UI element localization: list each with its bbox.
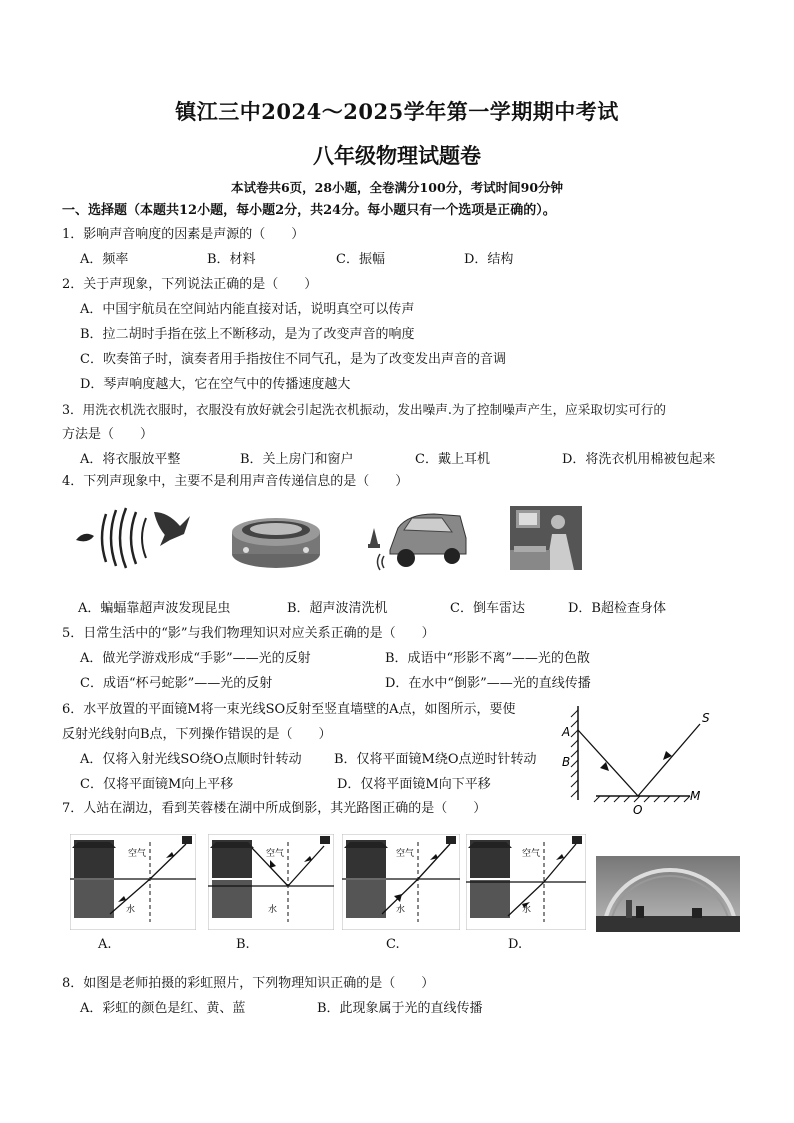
q3-option-a: A．将衣服放平整 [80, 452, 181, 467]
q7-option-d: D. [508, 937, 523, 952]
q5-option-a: A．做光学游戏形成“手影”——光的反射 [80, 651, 311, 666]
water-label-b: 水 [268, 905, 278, 915]
q6-stem-line2: 反射光线射向B点，下列操作错误的是（ ） [62, 727, 332, 742]
q3-option-d: D．将洗衣机用棉被包起来 [562, 452, 716, 467]
q7-option-b: B. [236, 937, 250, 952]
water-label-a: 水 [126, 905, 136, 915]
reverse-radar-figure [360, 500, 470, 574]
b-ultrasound-figure [510, 506, 582, 570]
label-b: B [562, 755, 571, 769]
water-label-c: 水 [396, 905, 406, 915]
q2-option-b: B．拉二胡时手指在弦上不断移动，是为了改变声音的响度 [80, 327, 415, 342]
q2-option-c: C．吹奏笛子时，演奏者用手指按住不同气孔，是为了改变发出声音的音调 [80, 352, 506, 367]
q5-option-c: C．成语“杯弓蛇影”——光的反射 [80, 676, 273, 691]
q6-stem-line1: 6．水平放置的平面镜M将一束光线SO反射至竖直墙壁的A点，如图所示，要使 [62, 702, 516, 717]
q8-stem: 8．如图是老师拍摄的彩虹照片，下列物理知识正确的是（ ） [62, 976, 435, 991]
q2-stem: 2．关于声现象，下列说法正确的是（ ） [62, 277, 318, 292]
q5-option-b: B．成语中“形影不离”——光的色散 [385, 651, 590, 666]
section-heading: 一、选择题（本题共12小题，每小题2分，共24分。每小题只有一个选项是正确的）。 [62, 203, 556, 218]
air-label-d: 空气 [522, 849, 541, 859]
q4-option-d: D．B超检查身体 [568, 601, 666, 616]
bat-figure [68, 502, 198, 574]
q6-option-a: A．仅将入射光线SO绕O点顺时针转动 [80, 752, 302, 767]
q3-stem-line1: 3．用洗衣机洗衣服时，衣服没有放好就会引起洗衣机振动，发出噪声.为了控制噪声产生，应采取切实可行的 [62, 402, 666, 417]
label-o: O [633, 803, 643, 817]
air-label-a: 空气 [128, 849, 147, 859]
air-label-b: 空气 [266, 849, 285, 859]
exam-title: 镇江三中2024～2025学年第一学期期中考试 [175, 99, 619, 124]
q7-diagram-c [342, 834, 460, 930]
q6-option-c: C．仅将平面镜M向上平移 [80, 777, 234, 792]
q8-option-b: B．此现象属于光的直线传播 [317, 1001, 483, 1016]
q7-option-a: A. [98, 937, 112, 952]
q4-option-c: C．倒车雷达 [450, 601, 525, 616]
q8-option-a: A．彩虹的颜色是红、黄、蓝 [80, 1001, 246, 1016]
exam-subtitle: 八年级物理试题卷 [313, 143, 481, 168]
q4-option-a: A．蝙蝠靠超声波发现昆虫 [78, 601, 231, 616]
q7-diagram-a [70, 834, 196, 930]
label-m: M [690, 789, 701, 803]
q2-option-a: A．中国宇航员在空间站内能直接对话，说明真空可以传声 [80, 302, 415, 317]
q3-stem-line2: 方法是（ ） [62, 427, 154, 442]
q4-stem: 4．下列声现象中，主要不是利用声音传递信息的是（ ） [62, 474, 409, 489]
mirror-reflection-figure [560, 700, 720, 818]
q5-stem: 5．日常生活中的“影”与我们物理知识对应关系正确的是（ ） [62, 626, 435, 641]
q2-option-d: D．琴声响度越大，它在空气中的传播速度越大 [80, 377, 351, 392]
q7-option-c: C. [386, 937, 400, 952]
label-s: S [702, 711, 710, 725]
q7-diagram-b [208, 834, 334, 930]
q6-option-d: D．仅将平面镜M向下平移 [337, 777, 491, 792]
q3-option-c: C．戴上耳机 [415, 452, 490, 467]
ultrasonic-cleaner-figure [226, 506, 326, 572]
q1-option-b: B．材料 [207, 252, 256, 267]
q5-option-d: D．在水中“倒影”——光的直线传播 [385, 676, 591, 691]
q6-option-b: B．仅将平面镜M绕O点逆时针转动 [334, 752, 537, 767]
q1-stem: 1．影响声音响度的因素是声源的（ ） [62, 227, 305, 242]
rainbow-photo [596, 856, 740, 932]
q4-option-b: B．超声波清洗机 [287, 601, 388, 616]
water-label-d: 水 [522, 905, 532, 915]
q7-stem: 7．人站在湖边，看到芙蓉楼在湖中所成倒影，其光路图正确的是（ ） [62, 801, 487, 816]
label-a: A [562, 725, 571, 739]
air-label-c: 空气 [396, 849, 415, 859]
exam-info: 本试卷共6页，28小题，全卷满分100分，考试时间90分钟 [230, 180, 564, 195]
q1-option-a: A．频率 [80, 252, 129, 267]
q7-diagram-d [466, 834, 586, 930]
q1-option-c: C．振幅 [336, 252, 385, 267]
q3-option-b: B．关上房门和窗户 [240, 452, 354, 467]
q1-option-d: D．结构 [464, 252, 514, 267]
